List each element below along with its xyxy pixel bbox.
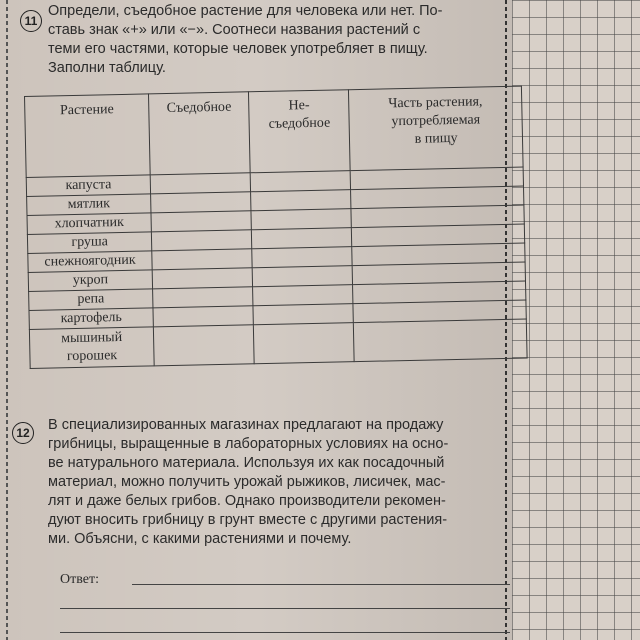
edible-cell[interactable]: [152, 268, 252, 289]
edible-cell[interactable]: [151, 192, 251, 213]
task-11-line: Заполни таблицу.: [48, 60, 166, 76]
header-label: Растение: [59, 102, 114, 119]
task-12-line: ве натурального материала. Используя их как посадочный: [48, 455, 445, 471]
inedible-cell[interactable]: [252, 228, 352, 249]
edible-cell[interactable]: [152, 249, 252, 270]
edible-cell[interactable]: [151, 211, 251, 232]
plant-name: снежноягодник: [28, 251, 153, 273]
header-eaten-part: [349, 86, 523, 171]
inedible-cell[interactable]: [251, 190, 351, 211]
edible-cell[interactable]: [153, 306, 253, 327]
answer-line[interactable]: [60, 608, 510, 609]
table-header-row: [25, 86, 524, 177]
plant-name: мышиный горошек: [29, 327, 154, 369]
plant-name: капуста: [26, 175, 151, 197]
task-11-line: Определи, съедобное растение для человека или нет. По-: [48, 3, 443, 19]
answer-line[interactable]: [132, 584, 510, 585]
plant-name: укроп: [28, 270, 153, 292]
task-12-line: грибницы, выращенные в лабораторных условиях на осно-: [48, 436, 449, 452]
plant-name: груша: [27, 232, 152, 254]
header-label: Съедобное: [166, 99, 232, 117]
eaten-part-cell[interactable]: [354, 319, 527, 362]
task-12-line: ми. Объясни, с какими растениями и почему.: [48, 531, 352, 547]
edible-cell[interactable]: [150, 173, 250, 194]
edible-cell[interactable]: [153, 287, 253, 308]
inedible-cell[interactable]: [253, 285, 353, 306]
grid-margin: [512, 0, 640, 640]
header-plant: [25, 94, 151, 178]
task-12-number: 12: [12, 422, 34, 444]
edible-cell[interactable]: [152, 230, 252, 251]
inedible-cell[interactable]: [253, 304, 353, 325]
edible-cell[interactable]: [154, 325, 255, 366]
header-label: Не- съедобное: [268, 98, 331, 132]
header-label: Часть растения, употребляемая в пищу: [388, 94, 483, 147]
task-11-line: теми его частями, которые человек употребляет в пищу.: [48, 41, 428, 57]
task-11-text: [48, 2, 442, 78]
task-12-line: В специализированных магазинах предлагают на продажу: [48, 417, 444, 433]
inedible-cell[interactable]: [252, 247, 352, 268]
plant-name: хлопчатник: [27, 213, 152, 235]
plant-name: картофель: [29, 308, 154, 330]
inedible-cell[interactable]: [252, 266, 352, 287]
task-12-text: [32, 416, 448, 549]
task-12-line: материал, можно получить урожай рыжиков, лисичек, мас-: [48, 474, 446, 490]
plant-name: репа: [29, 289, 154, 311]
answer-line[interactable]: [60, 632, 510, 633]
inedible-cell[interactable]: [250, 171, 350, 192]
header-inedible: [249, 90, 351, 173]
task-12-line: лят и даже белых грибов. Однако производители рекомен-: [48, 493, 446, 509]
task-11-line: ставь знак «+» или «−». Соотнеси названия растений с: [48, 22, 421, 38]
task-11-number: 11: [20, 10, 42, 32]
plants-table: [24, 86, 528, 369]
task-12-line: дуют вносить грибницу в грунт вместе с другими растения-: [48, 512, 448, 528]
left-dotted-border: [6, 0, 8, 640]
answer-label: Ответ:: [60, 572, 99, 587]
inedible-cell[interactable]: [251, 209, 351, 230]
inedible-cell[interactable]: [254, 323, 355, 364]
plant-name: мятлик: [27, 194, 152, 216]
header-edible: [149, 92, 251, 175]
